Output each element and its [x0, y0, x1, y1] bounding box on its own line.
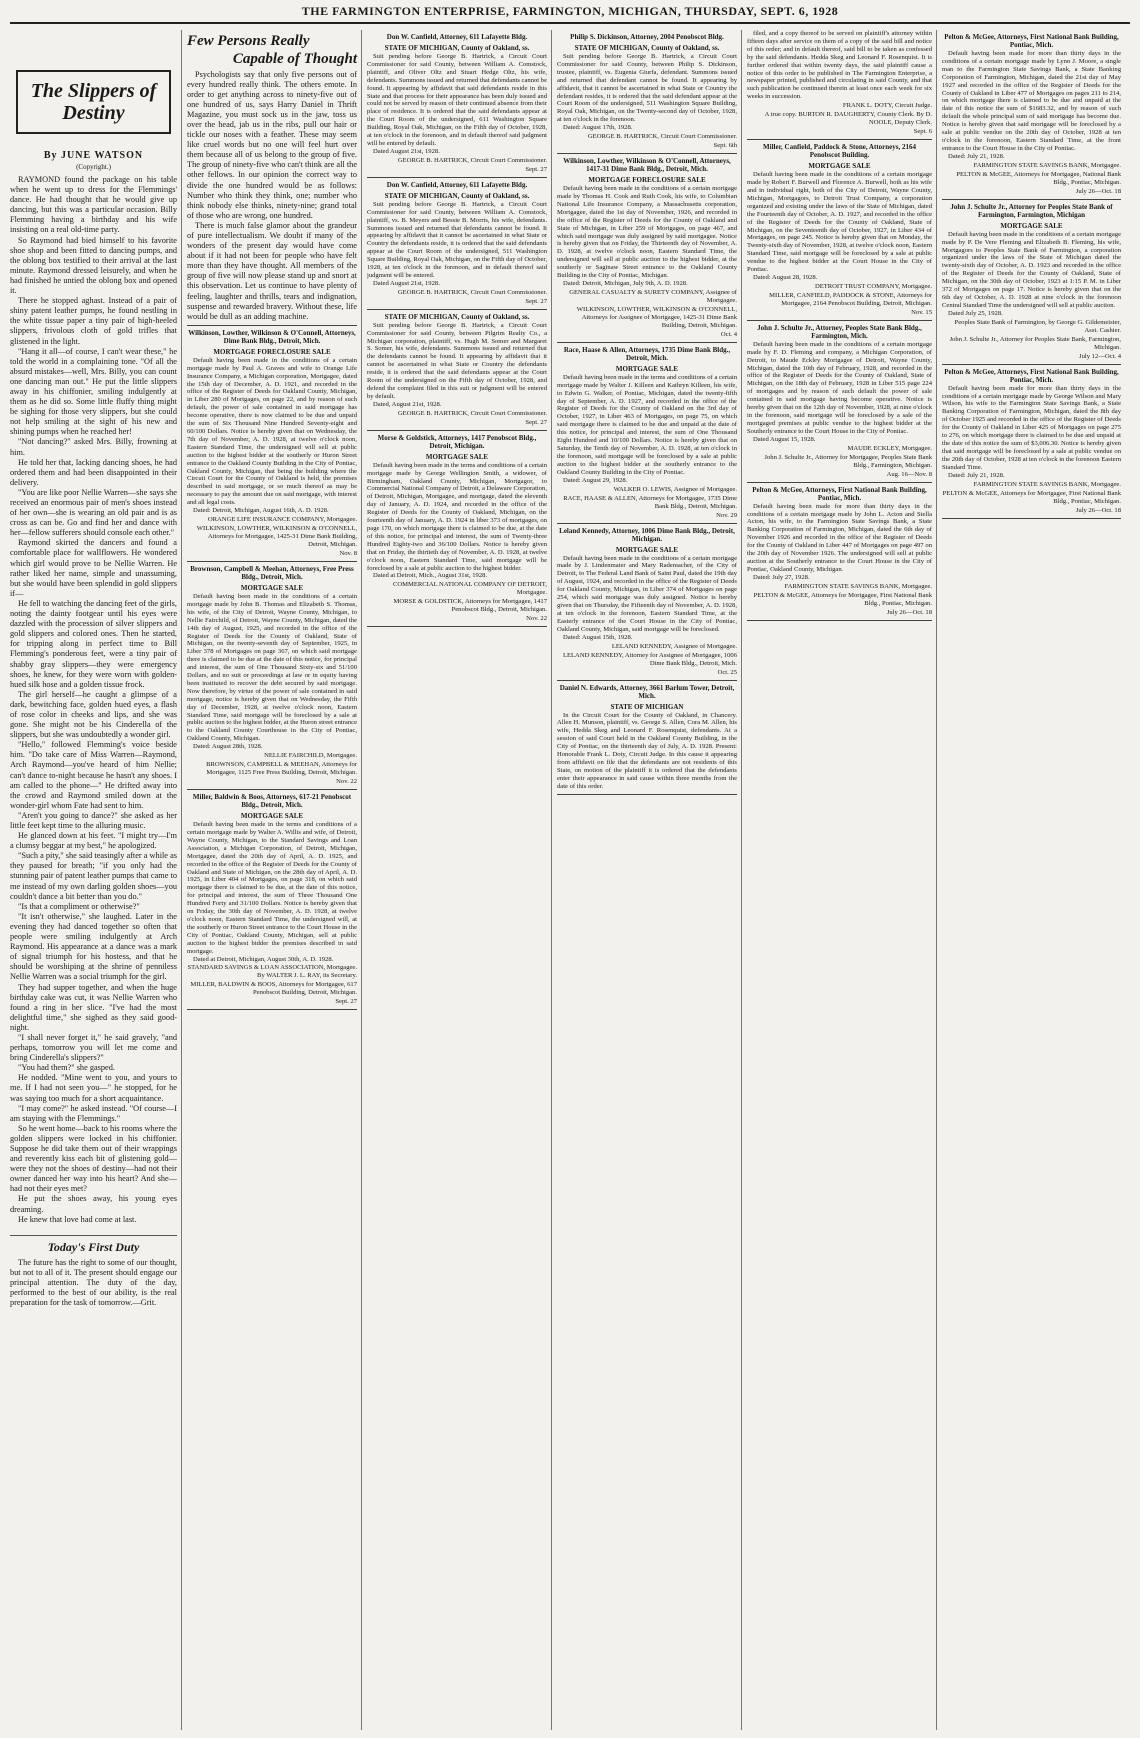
notice-attorney: Pelton & McGee, Attorneys, First National Bank Building, Pontiac, Mich. [752, 485, 927, 502]
notice-run-dates: Nov. 29 [716, 511, 737, 519]
notice-title: MORTGAGE SALE [1000, 221, 1063, 230]
notice-divider [367, 309, 547, 310]
notice-signature: ORANGE LIFE INSURANCE COMPANY, Mortgagee. [207, 515, 357, 523]
notice-attorney: John J. Schulte Jr., Attorney for Peoples State Bank of Farmington, Farmington, Michigan [950, 202, 1113, 219]
notice-signature: WALKER O. LEWIS, Assignee of Mortgagee. [613, 485, 737, 493]
notice-run-dates: Nov. 22 [526, 615, 547, 623]
notice-dated: Dated, August 21st, 1928. [373, 400, 442, 408]
notice-text: Suit pending before George B. Hartrick, a Circuit Court Commissioner for said County, between Pilgrim Realty Co., a Michigan corporation, plaintiff, vs. Hugh M. Somer and Margaret S. Somer, his wife, defendants. Summons issued and returned that the defendants cannot be found. It appearing by affidavit that it cannot be ascertained in what State or Country the defendants reside, it is ordered that the said defendants appear at the Court Room of the undersigned on the Fifth day of October, 1928, and defend the complaint filed in this suit or judgment will be entered by default. [367, 321, 547, 400]
story-paragraph: "It isn't otherwise," she laughed. Later in the evening they had danced together so often that people were smiling indulgently at Arch Raymond. His appearance at a dance was a mark of signal triumph for his hostess, and that he should be worshiping at the shrine of penniless Nellie Warren was a social triumph for the girl. [10, 911, 177, 982]
notice-title: STATE OF MICHIGAN [610, 702, 684, 711]
notice-signature: GEORGE B. HARTRICK, Circuit Court Commissioner. [397, 288, 547, 296]
notice-dated: Dated: Detroit, Michigan, July 9th, A. D. 1928. [563, 279, 688, 287]
story-paragraph: So he went home—back to his rooms where the golden slippers were locked in his chiffonier. Suppose he did take them out of their wrappings and reverently kiss each bit of glistening gold—were they not the shoes of destiny—had not their owner danced her way into his heart? And she—had not their eyes met? [10, 1123, 177, 1194]
column-4 [557, 30, 742, 1730]
notice-text: Default having been made in the conditions of a certain mortgage made by John B. Thomas and Elizabeth S. Thomas, his wife, of the City of Detroit, Wayne County, Michigan, to Nellie Fairchild, of Detroit, Wayne County, Michigan, dated the 14th day of August, 1925, and recorded in the office of the Register of Deeds for the County of Oakland, State of Michigan, on the twenty-seventh day of September, 1925, in Liber 378 of Mortgages on page 367, on which said mortgage there is claimed to be due at the date of this notice, for principal and interest, the sum of One Thousand Sixty-six and 51/100 Dollars, and no suit or proceedings at law or in equity having been instituted to recover the debt secured by said mortgage. Now therefore, by virtue of the power of sale contained in said mortgage, notice is hereby given that on Wednesday, the Fifth day of December, 1928, at twelve o'clock noon, Eastern Standard Time, said mortgage will be foreclosed by a sale at public auction to the highest bidder, at the Huron street entrance to the Oakland County Courthouse in the City of Pontiac, Oakland County, Michigan. [187, 592, 357, 743]
story-paragraph: He put the shoes away, his young eyes dreaming. [10, 1194, 177, 1214]
notice-divider [747, 320, 932, 321]
notice-divider [747, 139, 932, 140]
notice-signature: DETROIT TRUST COMPANY, Mortgagee. [814, 282, 932, 290]
notice-signature: FARMINGTON STATE SAVINGS BANK, Mortgagee. [973, 161, 1121, 169]
notice-dated: Dated August 21st, 1928. [373, 279, 440, 287]
notice-attorney: Race, Haase & Allen, Attorneys, 1735 Dime Bank Bldg., Detroit, Mich. [563, 345, 731, 362]
story-paragraph: "Hello," followed Flemming's voice beside him. "Do take care of Miss Warren—Raymond, Arch Raymond—you've heard of him Nellie; can't dance to-night because he hasn't any shoes. I am called to the phone—" He drifted away into the crowd and Raymond smiled down at the wonder-girl whom Fate had sent to him. [10, 740, 177, 810]
notice-signature: Peoples State Bank of Farmington, by George G. Gildemeister, Asst. Cashier. [954, 318, 1121, 334]
first-duty-text: The future has the right to some of our thought, but not to all of it. The present should engage our principal attention. The duty of the day, performed to the best of our ability, is the real preparation for the task of tomorrow.—Grit. [10, 1257, 177, 1308]
notice-text: Default having been made in the conditions of a certain mortgage made by Thomas H. Cook and Ruth Cook, his wife, to Columbian National Life Insurance Company, a Massachusetts corporation, Mortgagee, dated the 1st day of November, 1926, and recorded in the office of the Register of Deeds for the County of Oakland and State of Michigan, in Liber 259 of Mortgages, on page 467, and which said mortgage was duly assigned by said mortgagee. Notice is hereby given that on Friday, the Thirteenth day of November, A. D. 1928, at twelve o'clock noon, Eastern Standard Time, the undersigned will sell at public auction to the highest bidder, at the southerly or Saginaw Street entrance to the Oakland County Building in the City of Pontiac, Michigan. [557, 185, 737, 280]
legal-notice [187, 329, 357, 562]
notices-column-4 [557, 33, 737, 795]
notice-dated: Dated: July 21, 1928. [948, 152, 1005, 160]
notice-text: Default having been made for more than thirty days in the conditions of a certain mortgage made by George Wilson and Mary Wilson, his wife to the Farmington State Savings Bank, a State Banking Corporation of Farmington, Michigan, dated the 8th day of October 1925 and recorded in the office of the Register of Deeds for the County of Oakland in Liber 425 of Mortgages on page 275 to 276, on which mortgage there is claimed to be due and unpaid at the date of this notice the sum of $3,006.30. Notice is hereby given that said mortgage will be foreclosed by a sale at public vendue on the 20th day of October, 1928 at ten o'clock in the forenoon Eastern Standard Time. [942, 384, 1121, 471]
notice-attorney: Wilkinson, Lowther, Wilkinson & O'Connell, Attorneys, Dime Bank Bldg., Detroit, Mich. [188, 328, 356, 345]
story-paragraph: So Raymond had bied himself to his favorite shoe shop and been fitted to dancing pumps, and the oblong box testified to their arrival at the last minute. Raymond dressed leisurely, and when he had finished he untied the oblong box and opened it. [10, 235, 177, 296]
story-paragraph: "Hang it all—of course, I can't wear these," he told the world in a complaining tone. "Of all the absurd mistakes—well, Mrs. Billy, you can count one dancing man out." He put the little slippers away in his chiffonier, smiling indulgently at them as he did so. Some little fluffy thing might be sighing for those very slippers, but she could not help smiling at the sight of his new and shining pumps when he reached her! [10, 346, 177, 437]
column-3 [367, 30, 552, 1730]
notice-signature: FRANK L. DOTY, Circuit Judge. [842, 102, 932, 110]
notice-signature: NELLIE FAIRCHILD, Mortgagee. [264, 752, 357, 760]
notice-attorney: Daniel N. Edwards, Attorney, 3661 Barlum Tower, Detroit, Mich. [559, 683, 735, 700]
legal-notice [367, 434, 547, 628]
legal-notice [557, 157, 737, 343]
notice-title: MORTGAGE SALE [808, 162, 871, 171]
story-title: The Slippers of Destiny [16, 70, 171, 134]
notice-run-dates: Sept. 6th [713, 142, 737, 150]
notice-run-dates: Aug. 16—Nov. 8 [886, 470, 932, 478]
notice-attorneys: MILLER, BALDWIN & BOOS, Attorneys for Mortgagee, 617 Penobscot Building, Detroit, Michigan. [190, 981, 357, 997]
notice-title: MORTGAGE SALE [240, 812, 304, 821]
notice-divider [557, 342, 737, 343]
notices-column-2 [187, 329, 357, 1011]
notice-attorneys: PELTON & McGEE, Attorneys for Mortgagee, First National Bank Bldg., Pontiac, Michigan. [942, 489, 1121, 505]
notice-attorney: Leland Kennedy, Attorney, 1006 Dime Bank Bldg., Detroit, Michigan. [559, 526, 735, 543]
notice-run-dates: Sept. 6 [913, 128, 932, 136]
column-5 [747, 30, 937, 1730]
notice-attorney: Brownson, Campbell & Meehan, Attorneys, Free Press Bldg., Detroit, Mich. [190, 564, 354, 581]
notice-title: MORTGAGE SALE [615, 545, 679, 554]
notice-attorney: Wilkinson, Lowther, Wilkinson & O'Connell, Attorneys, 1417-31 Dime Bank Bldg., Detroit, Mich. [563, 157, 731, 174]
notice-title: STATE OF MICHIGAN, County of Oakland, ss. [384, 312, 530, 321]
notices-column-6 [942, 33, 1121, 519]
notice-title: MORTGAGE FORECLOSURE SALE [588, 176, 706, 185]
notice-dated: Dated: August 28, 1928. [753, 273, 818, 281]
notice-run-dates: July 26—Oct. 18 [1075, 187, 1121, 195]
notice-divider [367, 626, 547, 627]
notice-title: MORTGAGE SALE [240, 583, 304, 592]
notice-run-dates: Sept. 27 [335, 998, 357, 1006]
notice-divider [187, 789, 357, 790]
story-paragraph: He fell to watching the dancing feet of the girls, noting the dainty footgear until his eyes were dazzled with the procession of silver slippers and gold slippers and colored ones. Then he started, for tripping along in perfect time to Bill Flemming's ponderous feet, were a tiny pair of shabby gray slippers—they were emergency shoes, he knew, for they were worn with golden-hued silk hose and a golden tissue frock. [10, 598, 177, 689]
notice-dated: Dated August 15, 1928. [753, 435, 816, 443]
notice-text: Default having been made for more than thirty days in the conditions of a certain mortgage made by Lynn J. Moore, a single man to the Farmington State Savings Bank, a State Banking Corporation of Farmington, Michigan, dated the 21st day of May 1927 and recorded in the office of the Register of Deeds for the County of Oakland in Liber 477 of Mortgages on pages 211 to 214, on which mortgage there is claimed to be due and unpaid at the date of this notice the sum of $1683.32, and by reason of such default the whole principal sum of said mortgage has become due. Notice is hereby given that said mortgage will be foreclosed by a sale at public vendue on the 20th day of October, 1928 at ten o'clock in the forenoon, Eastern Standard Time, at the front entrance to the Court House in the City of Pontiac. [942, 50, 1121, 152]
legal-notice [747, 30, 932, 140]
thought-paragraph: Psychologists say that only five persons out of every hundred really think. The others emote. In order to get anything across to ninety-five out of one hundred of us, says Harry Daniel in Thrift Magazine, you must sock us in the jaw, toss us over the head, jab us in the ribs, pull our hair or tickle our noses with a feather. These may seem like cruel words but no one will feel hurt over them because all of us belong to the group of five. The group of ninety-five who can't think are all the other fellows. In our opinion the correct way to divide the one hundred would be as follows: Number who think they think, one; number who think nobody else thinks, ninety-nine; grand total of those who are wrong, one hundred. [187, 69, 357, 220]
notice-run-dates: Nov. 8 [339, 549, 357, 557]
legal-notice [747, 486, 932, 621]
notice-divider [557, 794, 737, 795]
story-paragraph: "You had them?" she gasped. [18, 1063, 115, 1073]
story-paragraph: He glanced down at his feet. "I might try—I'm a clumsy beggar at my best," he apologized. [10, 831, 177, 851]
story-copyright: (Copyright.) [76, 163, 111, 171]
story-paragraph: "Aren't you going to dance?" she asked as her little feet kept time to the alluring music. [10, 810, 177, 830]
notice-attorneys: RACE, HAASE & ALLEN, Attorneys for Mortgagee, 1735 Dime Bank Bldg., Detroit, Michigan. [563, 494, 737, 510]
notice-text: Default having been made in the conditions of a certain mortgage made by Robert F. Burwell and Florence A. Burwell, both as his wife and in individual right, both of the City of Detroit, Wayne County, Michigan, Mortgagors, to Detroit Trust Company, a corporation organized and existing under the laws of the State of Michigan, dated the Fourteenth day of October, A. D. 1927, and recorded in the office of the Register of Deeds for the County of Oakland, State of Michigan, on the Seventeenth day of October, 1927, in Liber 434 of Mortgages, on page 245. Notice is hereby given that on Monday, the Twenty-sixth day of November, 1928, at twelve o'clock noon, Eastern Standard Time, said mortgage will be foreclosed by a sale at public vendue to the highest bidder at the Court House in the City of Pontiac. [747, 171, 932, 274]
notice-divider [187, 561, 357, 562]
notice-run-dates: Oct. 25 [717, 668, 737, 676]
notice-run-dates: July 12—Oct. 4 [1079, 352, 1121, 360]
legal-notice [557, 684, 737, 795]
notice-divider [557, 680, 737, 681]
notice-dated: Dated: August 28th, 1928. [193, 743, 263, 751]
story-paragraph: "You are like poor Nellie Warren—she says she received an enormous pair of men's shoes instead of her own—she is wearing an old pair and is as cross as can be. Go and find her and dance with her—fellow sufferers should console each other." [10, 487, 177, 538]
notice-text: Suit pending before George B. Hartrick, a Circuit Court Commissioner for said County, between Philip S. Dickinson, trustee, plaintiff, vs. Eugenia Giurfa, defendant. Summons issued and returned that defendant cannot be found. It appearing by affidavit, that it cannot be ascertained in what State or Country the defendant resides, it is ordered that the said defendant appear at the Court Room of the undersigned, 511 Washington Square Building, Royal Oak, Michigan, on the Twenty-second day of October, 1928, at ten o'clock in the forenoon. [557, 53, 737, 124]
story-paragraph: RAYMOND found the package on his table when he went up to dress for the Flemmings' dance. He had thought that he would give up dancing, but this was a particular occasion. Billy Flemming having a birthday and his wife insisting on a real old-time party. [10, 175, 177, 235]
notice-signature: FARMINGTON STATE SAVINGS BANK, Mortgagee. [784, 582, 932, 590]
notice-title: MORTGAGE FORECLOSURE SALE [213, 347, 331, 356]
notice-attorney: Miller, Baldwin & Boos, Attorneys, 617-21 Penobscot Bldg., Detroit, Mich. [192, 793, 352, 810]
first-duty-title: Today's First Duty [10, 1235, 177, 1255]
story-paragraph: He knew that love had come at last. [18, 1214, 137, 1224]
columns [10, 30, 1130, 1730]
notice-text: Suit pending before George B. Hartrick, a Circuit Court Commissioner for said County, between William A. Comstock, plaintiff, and Oliver Oltz and Stuart Hedge Oltz, his wife, defendants. Summons issued and returned that defendants cannot be found. It appearing by affidavit that said defendants reside in this State and that process for their appearance has been duly issued and could not be served by reason of their continued absence from their place of residence. It is ordered that the said defendants appear at the Court Room of the undersigned, 611 Washington Square Building, Royal Oak, Michigan, on the Fifth day of October, 1928, at ten o'clock in the forenoon, and in default thereof said judgment will be entered by default. [367, 53, 547, 147]
legal-notice [367, 313, 547, 431]
notice-attorney: Miller, Canfield, Paddock & Stone, Attorneys, 2164 Penobscot Building. [763, 143, 916, 160]
legal-notice [942, 368, 1121, 519]
notice-attorneys: WILKINSON, LOWTHER, WILKINSON & O'CONNELL, Attorneys for Assignee of Mortgagee, 1425-31 Dime Bank Building, Detroit, Michigan. [576, 305, 737, 329]
notice-attorneys: John J. Schulte Jr., Attorney for Peoples State Bank, Farmington, Michigan. [949, 335, 1121, 351]
story-paragraph: Raymond skirted the dancers and found a comfortable place for wallflowers. He wondered which girl would prove to be Nellie Warren. He rather liked her name, simple and unassuming, but she would have been splendid in gold slippers if— [10, 538, 177, 598]
story-paragraph: "Is that a compliment or otherwise?" [18, 901, 140, 911]
legal-notice [367, 33, 547, 178]
notice-title: STATE OF MICHIGAN, County of Oakland, ss. [384, 44, 530, 52]
column-2 [187, 30, 362, 1730]
notice-divider [942, 518, 1121, 519]
notice-run-dates: Sept. 27 [525, 297, 547, 305]
notice-attorneys: John J. Schulte Jr., Attorney for Mortgagee, Peoples State Bank Bldg., Farmington, Michigan. [764, 453, 932, 469]
notice-divider [747, 620, 932, 621]
notice-signature: GEORGE B. HARTRICK, Circuit Court Commissioner. [397, 409, 547, 417]
notice-divider [557, 523, 737, 524]
legal-notice [747, 324, 932, 483]
notice-dated: Dated: August 29, 1928. [563, 476, 628, 484]
page-masthead: THE FARMINGTON ENTERPRISE, FARMINGTON, MICHIGAN, THURSDAY, SEPT. 6, 1928 [10, 4, 1130, 24]
notice-signature: MAUDE ECKLEY, Mortgagee. [847, 444, 932, 452]
notice-run-dates: Nov. 15 [911, 308, 932, 316]
notice-attorneys: BROWNSON, CAMPBELL & MEEHAN, Attorneys for Mortgagee, 1125 Free Press Building, Detroit, Michigan. [206, 761, 357, 777]
notice-run-dates: July 26—Oct. 18 [886, 608, 932, 616]
story-paragraph: "I may come?" he asked instead. "Of course—I am staying with the Flemmings." [10, 1103, 177, 1123]
notice-title: STATE OF MICHIGAN, County of Oakland, ss. [384, 191, 530, 200]
column-1 [10, 30, 182, 1730]
notice-divider [942, 199, 1121, 200]
notice-signature: GEORGE B. HARTRICK, Circuit Court Commissioner. [587, 133, 737, 141]
column-6 [942, 30, 1125, 1730]
notice-dated: Dated at Detroit, Mich., August 31st, 1928. [373, 572, 488, 580]
notice-run-dates: Sept. 27 [525, 418, 547, 426]
legal-notice [747, 143, 932, 321]
thought-title-line2: Capable of Thought [232, 50, 357, 67]
notice-signature: GENERAL CASUALTY & SURETY COMPANY, Assignee of Mortgagee. [569, 288, 737, 304]
notice-divider [187, 1009, 357, 1010]
story-byline: By JUNE WATSON [43, 150, 144, 161]
notice-text: Default having been made in the terms and conditions of a certain mortgage made by Walter J. Killeen and Kathryn Killeen, his wife, to Edwin G. Walker, of Pontiac, Michigan, dated the twenty-fifth day of September, A. D. 1927, and recorded in the office of the Register of Deeds for the County of Oakland on the 3rd day of October, 1927, in Liber 463 of Mortgages, on page 75, on which said mortgage there is claimed to be due and unpaid at the date of this notice, for principal and interest, the sum of One Thousand Eight Hundred and 10/100 Dollars. Notice is hereby given that on Saturday, the Tenth day of November, A. D. 1928, at ten o'clock in the forenoon, said mortgage will be foreclosed by a sale at public auction to the highest bidder at the southerly entrance to the Oakland County Building in the City of Pontiac. [557, 373, 737, 476]
notice-attorney: Don W. Canfield, Attorney, 611 Lafayette Bldg. [386, 180, 528, 189]
story-paragraph: "I shall never forget it," he said gravely, "and perhaps, tomorrow you will let me come and bring Cinderella's slippers?" [10, 1032, 177, 1063]
notice-divider [942, 364, 1121, 365]
notice-attorney: Philip S. Dickinson, Attorney, 2004 Penobscot Bldg. [570, 33, 724, 41]
notices-column-3 [367, 33, 547, 627]
notice-attorneys: WILKINSON, LOWTHER, WILKINSON & O'CONNELL, Attorneys for Mortgagee, 1425-31 Dime Bank Building, Detroit, Michigan. [196, 524, 357, 548]
notice-run-dates: July 26—Oct. 18 [1075, 506, 1121, 514]
notice-text: Suit pending before George B. Hartrick, a Circuit Court Commissioner for said County, between William A. Comstock, plaintiff, vs. B. Meyers and Bessie B. Morris, his wife, defendants. Summons issued and returned that defendants cannot be found. It appearing by affidavit that it cannot be ascertained in what State or Country the defendants reside, it is ordered that the said defendants appear at the Court Room of the undersigned, 511 Washington Square Building, Royal Oak, Michigan, on the Fifth day of October, 1928, at ten o'clock in the forenoon, and in default thereof said judgment will be entered. [367, 200, 547, 279]
notice-signature: LELAND KENNEDY, Assignee of Mortgagee. [611, 642, 737, 650]
notice-title: MORTGAGE SALE [425, 452, 489, 461]
notice-text: Default having been made in the conditions of a certain mortgage made by J. Lindenmaier and Mary Rademacher, of the City of Detroit, to The Federal Land Bank of Saint Paul, dated the 19th day of August, 1924, and recorded in the office of the Register of Deeds for Oakland County, Michigan, in Liber 374 of Mortgages on page 254, which said mortgage was duly assigned. Notice is hereby given that on Thursday, the Fifteenth day of November, A. D. 1928, at ten o'clock in the forenoon, Eastern Standard Time, at the Easterly entrance of the Court House in the City of Pontiac, Oakland County, Michigan, said mortgage will be foreclosed. [557, 554, 737, 633]
story-paragraph: "Such a pity," she said teasingly after a while as they paused for breath; "if you only had the stunning pair of patent leather pumps that came to me instead of my own darling golden shoes—you couldn't dance a bit better than you do." [10, 851, 177, 901]
notice-signature: GEORGE B. HARTRICK, Circuit Court Commissioner. [397, 156, 547, 164]
notice-title: MORTGAGE SALE [615, 364, 679, 373]
notice-attorney: Morse & Goldstick, Attorneys, 1417 Penobscot Bldg., Detroit, Michigan. [377, 433, 537, 450]
notice-dated: Dated: August 15th, 1928. [563, 633, 633, 641]
notice-signature: STANDARD SAVINGS & LOAN ASSOCIATION, Mortgagee. By WALTER J. L. RAY, its Secretary. [187, 964, 357, 980]
story-paragraph: The girl herself—he caught a glimpse of a dark, bewitching face, golden hued eyes, a flash of rose color in cheeks and lips, and she was gone. She might not be his Cinderella of the slippers, but she was undoubtedly a wonder girl. [10, 689, 177, 740]
notice-text: In the Circuit Court for the County of Oakland, in Chancery. Allen H. Munson, plaintiff, vs. George S. Allen, Cora M. Allen, his wife, Hedda Skeg and Leonard F. Rosenquist, defendants. At a session of said Court held in the Oakland County Building, in the City of Pontiac, on the thirteenth day of July, A. D. 1928. Present: Honorable Frank L. Doty, Circuit Judge. In this cause it appearing from affidavit on file that the defendants are not residents of this State, on motion of the plaintiff it is ordered that the defendants enter their appearance in said cause within three months from the date of this order. [557, 711, 737, 790]
legal-notice [187, 565, 357, 790]
story-body [10, 175, 177, 1225]
notice-text: Default having been made in the conditions of a certain mortgage made by P. De Vere Fleming and Elizabeth B. Fleming, his wife, Mortgagors to Peoples State Bank of Farmington, a corporation organized under the laws of the State of Michigan dated the twenty-sixth day of October, A. D. 1923 and recorded in the office of the Register of Deeds for the County of Oakland, State of Michigan, on the 30th day of October, 1923 at 1:15 P. M. in Liber 372 of Mortgages on page 17. Notice is hereby given that on the 6th day of October, A. D. 1928 at nine o'clock in the forenoon Central Standard Time the undersigned will sell at public auction. [942, 230, 1121, 309]
notice-run-dates: Nov. 22 [336, 778, 357, 786]
notice-title: STATE OF MICHIGAN, County of Oakland, ss. [574, 44, 720, 52]
notice-attorney: Pelton & McGee, Attorneys, First National Bank Building, Pontiac, Mich. [944, 33, 1119, 49]
notice-run-dates: Oct. 4 [720, 330, 737, 338]
notices-column-5 [747, 30, 932, 621]
legal-notice [942, 33, 1121, 200]
story-paragraph: There he stopped aghast. Instead of a pair of shiny patent leather pumps, he found nestling in the white tissue paper a tiny pair of high-heeled slippers, frivolous cloth of gold trifles that glistened in the light. [10, 296, 177, 346]
notice-attorney: John J. Schulte Jr., Attorney, Peoples State Bank Bldg., Farmington, Mich. [757, 323, 922, 340]
legal-notice [367, 181, 547, 310]
notice-dated: Dated: August 17th, 1928. [563, 124, 633, 132]
notice-dated: Dated: July 21, 1928. [948, 471, 1005, 479]
notice-dated: Dated July 25, 1928. [948, 309, 1003, 317]
story-paragraph: They had supper together, and when the huge birthday cake was cut, it was Nellie Warren who found a ring in her slice. "I've had the most delightful time," she sighed as they said good-night. [10, 982, 177, 1032]
notice-text: Default having been made in the conditions of a certain mortgage made by Paul A. Graves and wife to Orange Life Insurance Company, a Michigan corporation, Mortgagee, dated the 15th day of December, A. D. 1921, and recorded in the office of the Register of Deeds for Oakland County, Michigan, in Liber 280 of Mortgages, on page 22, and by reason of such default, the power of sale contained in said mortgage has become operative, there is now claimed to be due and unpaid the sum of Six Thousand Nine Hundred Seventy-eight and 60/100 Dollars. Notice is hereby given that on Wednesday, the 7th day of November, A. D. 1928, at twelve o'clock noon, Eastern Standard Time, the undersigned will sell at public auction to the highest bidder at the southerly or Huron Street entrance to the Oakland County Building in the City of Pontiac, Oakland County, Michigan, that being the building where the Circuit Court for the County of Oakland is held, the premises described in said mortgage, or so much thereof as may be necessary to pay the amount due on said mortgage, with interest and all legal costs. [187, 356, 357, 507]
notice-divider [747, 482, 932, 483]
story-paragraph: "Not dancing?" asked Mrs. Billy, frowning at him. [10, 437, 177, 457]
notice-attorney: Don W. Canfield, Attorney, 611 Lafayette Bldg. [386, 33, 528, 41]
notice-attorneys: MILLER, CANFIELD, PADDOCK & STONE, Attorneys for Mortgagee, 2164 Penobscot Building, Detroit, Michigan. [769, 291, 932, 307]
notice-attorneys: PELTON & McGEE, Attorneys for Mortgagee, National Bank Bldg., Pontiac, Michigan. [956, 170, 1121, 186]
legal-notice [187, 793, 357, 1010]
notice-text: Default having been made in the terms and conditions of a certain mortgage made by George Wellington Smith, a widower, of Birmingham, Oakland County, Michigan, Mortgagor, to Commercial National Company of Detroit, a Delaware Corporation, of Detroit, Michigan, Mortgagee, and mortgage, dated the eleventh day of January, A. D. 1924, and recorded in the office of the Register of Deeds for the County of Oakland, Michigan, on the fourteenth day of January, A. D. 1924 in liber 373 of mortgages, on page 170, on which mortgage there is claimed to be due, at the date of this notice, for principal and interest, the sum of Twenty-three Hundred Eighty-two and 36/100 Dollars. Notice is hereby given that on Friday, the thirtieth day of November, A. D. 1928, at twelve o'clock noon, Eastern Standard Time, said mortgage will be foreclosed by a sale at public auction to the highest bidder. [367, 461, 547, 572]
notice-dated: Dated at Detroit, Michigan, August 30th, A. D. 1928. [193, 955, 334, 963]
notice-text: Default having been made for more than thirty days in the conditions of a certain mortgage made by John L. Acton and Stella Acton, his wife, to the Farmington State Savings Bank, a State Banking Corporation of Farmington, Michigan, dated the 6th day of November 1926 and recorded in the office of the Register of Deeds for the County of Oakland in Liber 447 of Mortgages on page 497 on the 20th day of November 1926. The undersigned will sell at public auction at the Southerly entrance to the Court House in the City of Pontiac, Oakland County, Michigan. [747, 502, 932, 573]
legal-notice [557, 346, 737, 524]
thought-paragraph: There is much false glamor about the grandeur of pure intellectualism. We doubt if many of the wonders of the present day would have come about if it had not been for people who have felt more than they have thought. All members of the group of five will now please stand up and snort at this observation. Let us continue to have plenty of feeling, laughter and thrills, tears and indignation, suspense and rewarded bravery. Without these, life would be dull as an adding machine. [187, 220, 357, 321]
notice-attorneys: A true copy. BURTON R. DAUGHERTY, County Clerk. By D. NOOLE, Deputy Clerk. [764, 111, 932, 127]
notice-divider [367, 430, 547, 431]
story-paragraph: He told her that, lacking dancing shoes, he had ordered them and had been disappointed in their delivery. [10, 457, 177, 487]
notice-attorneys: PELTON & McGEE, Attorneys for Mortgagee, First National Bank Bldg., Pontiac, Michigan. [753, 591, 932, 607]
notice-divider [367, 177, 547, 178]
notice-text: Default having been made in the terms and conditions of a certain mortgage made by Walter A. Willis and wife, of Detroit, Wayne County, Michigan, to the Standard Savings and Loan Association, a Michigan Corporation, of Detroit, Michigan, Mortgagee, dated the 20th day of April, A. D. 1925, and recorded in the office of the Register of Deeds for the County of Oakland and State of Michigan, on the 28th day of April, A. D. 1925, in Liber 404 of Mortgages, on page 318, on which said mortgage there is claimed to be due, at the date of this notice, for principal and interest, the sum of Three Thousand One Hundred Forty and 31/100 Dollars. Notice is hereby given that on Friday, the 30th day of November, A. D. 1928, at twelve o'clock noon, Eastern Standard Time, the undersigned will, at the southerly or Huron Street entrance to the Court House in the City of Pontiac, Oakland County, Michigan, sell at public auction to the highest bidder the premises described in said mortgage. [187, 821, 357, 955]
notice-attorney: Pelton & McGee, Attorneys, First National Bank Building, Pontiac, Mich. [944, 367, 1119, 384]
legal-notice [942, 203, 1121, 365]
story-paragraph: He nodded. "Mine went to you, and yours to me. If I had not seen you—" he stopped, for he was saying too much for a short acquaintance. [10, 1073, 177, 1103]
notice-attorneys: MORSE & GOLDSTICK, Attorneys for Mortgagee, 1417 Penobscot Bldg., Detroit, Michigan. [393, 598, 547, 614]
notice-attorneys: LELAND KENNEDY, Attorney for Assignee of Mortgagee, 1006 Dime Bank Bldg., Detroit, Mich. [562, 651, 737, 667]
notice-dated: Dated August 21st, 1928. [373, 147, 440, 155]
notice-text: filed, and a copy thereof to be served on plaintiff's attorney within fifteen days after service on them of a copy of the said bill and notice of this order; and in default thereof, said bill to be taken as confessed by the said defendants. Hedda Skeg and Leonard F. Rosenquist. It is further ordered that within twenty days, the said plaintiff cause a notice of this order to be published in The Farmington Enterprise, a newspaper printed, published and circulating in said County, and that such publication be continued therein at least once each week for six weeks in succession. [747, 30, 932, 101]
notice-signature: FARMINGTON STATE SAVINGS BANK, Mortgagee. [973, 480, 1121, 488]
thought-body [187, 70, 357, 322]
notice-divider [557, 153, 737, 154]
notice-text: Default having been made in the conditions of a certain mortgage made by F. D. Fleming and company, a Michigan Corporation, of Detroit, to Maude Eckley Mortgagee of Detroit, Wayne County, Michigan, dated the 10th day of February, 1928, and recorded in the office of the Register of Deeds for the County of Oakland, State of Michigan, on the 18th day of February, 1928 in Liber 515 page 224 of mortgages and by reason of such default the power of sale contained in said mortgage having become operative. Notice is hereby given that on the 12th day of November, 1928, at nine o'clock in the forenoon, said mortgage will be foreclosed by a sale of the mortgaged premises at public vendue to the highest bidder at the Southerly entrance to the Court House in the City of Pontiac. [747, 340, 932, 435]
notice-dated: Dated: July 27, 1928. [753, 573, 810, 581]
legal-notice [557, 527, 737, 681]
legal-notice [557, 33, 737, 154]
notice-dated: Dated: Detroit, Michigan, August 16th, A. D. 1928. [193, 507, 329, 515]
notice-signature: COMMERCIAL NATIONAL COMPANY OF DETROIT, Mortgagee. [392, 581, 547, 597]
notice-run-dates: Sept. 27 [525, 165, 547, 173]
thought-title-line1: Few Persons Really [187, 33, 310, 49]
